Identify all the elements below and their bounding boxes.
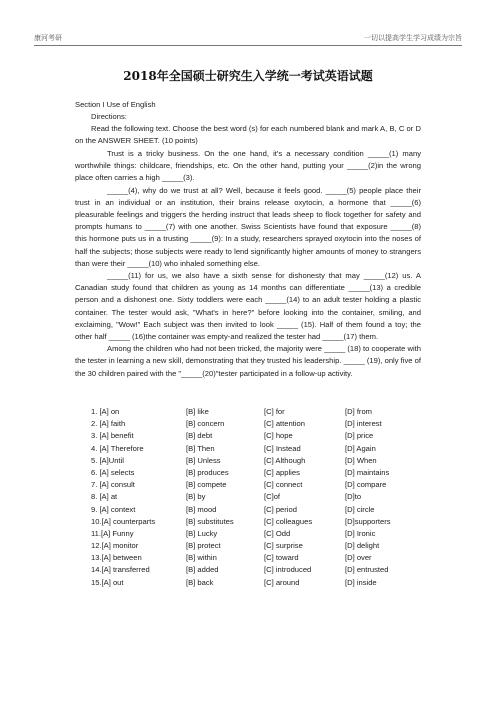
option-a: 13.[A] between xyxy=(91,553,142,563)
option-a: 4. [A] Therefore xyxy=(91,443,144,453)
option-d: [D] from xyxy=(345,407,373,416)
option-row xyxy=(91,564,431,576)
page-title: 2018年全国硕士研究生入学统一考试英语试题 xyxy=(123,69,373,83)
option-row xyxy=(91,455,431,467)
option-b: [B] added xyxy=(186,565,219,575)
option-c: [C] colleagues xyxy=(264,516,313,526)
passage xyxy=(75,148,421,380)
option-c: [C] around xyxy=(264,577,300,587)
header-left-text: 康河考研 xyxy=(34,34,62,42)
option-c: [C] hope xyxy=(264,431,293,441)
option-row xyxy=(91,406,431,418)
option-row xyxy=(91,540,431,552)
option-c: [C] surprise xyxy=(264,541,303,551)
option-c: [C] Odd xyxy=(264,528,291,538)
option-d: [D] When xyxy=(345,455,377,465)
option-a: 5. [A]Until xyxy=(91,455,124,465)
option-d: [D] Again xyxy=(345,443,376,453)
option-b: [B] substitutes xyxy=(186,516,234,526)
option-row xyxy=(91,552,431,564)
option-d: [D] Ironic xyxy=(345,528,376,538)
option-a: 11.[A] Funny xyxy=(91,528,134,538)
option-d: [D] circle xyxy=(345,504,375,514)
option-d: [D]to xyxy=(345,492,362,502)
option-c: [C] Although xyxy=(264,455,306,465)
option-c: [C] connect xyxy=(264,480,303,490)
option-a: 15.[A] out xyxy=(91,577,124,587)
option-a: 12.[A] monitor xyxy=(91,541,139,551)
option-row xyxy=(91,430,431,442)
option-c: [C] applies xyxy=(264,467,300,477)
option-a: 3. [A] benefit xyxy=(91,431,134,441)
directions-text: Read the following text. Choose the best word (s) for each numbered blank and mark A, B, C or D on the ANSWER SHEET. (10 points) xyxy=(75,124,421,146)
option-d: [D] inside xyxy=(345,577,377,587)
option-row xyxy=(91,479,431,491)
passage-paragraph: _____(11) for us, we also have a sixth sense for dishonesty that may _____(12) us. A Canadian study found that children as young as 14 months can differentiate _____(13) a credible person and a dishonest one. Sixty toddlers were each _____(14) to an adult tester holding a plastic container. The tester would ask, "What's in here?" before looking into the container, smiling, and exclaiming, "Wow!" Each subject was then invited to look _____ (15). Half of them found a toy; the other half _____ (16)the container was empty-and realized the tester had _____(17) them. xyxy=(75,271,421,342)
option-b: [B] Unless xyxy=(186,455,221,465)
passage-paragraph: _____(4), why do we trust at all? Well, because it feels good. _____(5) people place their trust in an individual or an institution, their brains release oxytocin, a hormone that _____(6) pleasurable feelings and triggers the herding instruct that leads sheep to flock together for safety and prompts humans to _____(7) with one another. Swiss Scientists have found that exposure _____(8) this hormone puts us in a trusting _____(9): In a study, researchers sprayed oxytocin into the noses of half the subjects; those subjects were ready to lend significantly higher amounts of money to strangers than were their _____(10) who inhaled something else. xyxy=(75,185,421,268)
option-d: [D] interest xyxy=(345,419,382,429)
answer-options xyxy=(91,406,431,589)
option-c: [C] Instead xyxy=(264,443,301,453)
option-b: [B] by xyxy=(186,492,206,502)
option-b: [B] compete xyxy=(186,480,227,490)
option-a: 7. [A] consult xyxy=(91,480,135,490)
option-d: [D] price xyxy=(345,431,374,441)
option-b: [B] produces xyxy=(186,467,229,477)
option-b: [B] Then xyxy=(186,443,215,453)
option-a: 9. [A] context xyxy=(91,504,136,514)
option-a: 6. [A] selects xyxy=(91,467,135,477)
option-row xyxy=(91,443,431,455)
option-b: [B] back xyxy=(186,577,214,587)
section-heading: Section I Use of English xyxy=(75,100,156,109)
option-b: [B] protect xyxy=(186,541,221,551)
option-b: [B] Lucky xyxy=(186,528,218,538)
passage-paragraph: Among the children who had not been tricked, the majority were _____ (18) to cooperate with the tester in learning a new skill, demonstrating that they trusted his leadership. _____ (19), only five of the 30 children paired with the "_____(20)"tester participated in a follow-up activity. xyxy=(75,344,421,378)
option-b: [B] mood xyxy=(186,504,217,514)
option-a: 14.[A] transferred xyxy=(91,565,150,575)
option-row xyxy=(91,491,431,503)
option-row xyxy=(91,528,431,540)
option-row xyxy=(91,467,431,479)
option-c: [C] attention xyxy=(264,419,305,429)
option-a: 8. [A] at xyxy=(91,492,118,502)
option-b: [B] within xyxy=(186,553,217,563)
option-row xyxy=(91,504,431,516)
passage-paragraph: Trust is a tricky business. On the one hand, it's a necessary condition _____(1) many worthwhile things: childcare, friendships, etc. On the other hand, putting your _____(2)in the wrong place often carries a high _____(3). xyxy=(75,149,421,183)
directions-label: Directions: xyxy=(91,112,127,121)
option-row xyxy=(91,418,431,430)
option-d: [D] over xyxy=(345,553,372,563)
option-a: 1. [A] on xyxy=(91,407,120,416)
option-d: [D] maintains xyxy=(345,467,390,477)
option-d: [D] compare xyxy=(345,480,387,490)
directions-block xyxy=(75,111,421,148)
option-a: 2. [A] faith xyxy=(91,419,126,429)
option-d: [D] delight xyxy=(345,541,380,551)
option-d: [D]supporters xyxy=(345,516,391,526)
option-c: [C] toward xyxy=(264,553,299,563)
option-c: [C] period xyxy=(264,504,297,514)
option-c: [C]of xyxy=(264,492,281,502)
option-row xyxy=(91,577,431,589)
option-a: 10.[A] counterparts xyxy=(91,516,156,526)
option-row xyxy=(91,516,431,528)
header-right-text: 一切以提高学生学习成绩为宗旨 xyxy=(364,34,462,42)
option-c: [C] introduced xyxy=(264,565,312,575)
option-b: [B] debt xyxy=(186,431,213,441)
option-b: [B] like xyxy=(186,407,209,416)
option-b: [B] concern xyxy=(186,419,225,429)
option-d: [D] entrusted xyxy=(345,565,389,575)
option-c: [C] for xyxy=(264,407,285,416)
page-header xyxy=(34,33,462,45)
header-divider xyxy=(34,45,462,46)
